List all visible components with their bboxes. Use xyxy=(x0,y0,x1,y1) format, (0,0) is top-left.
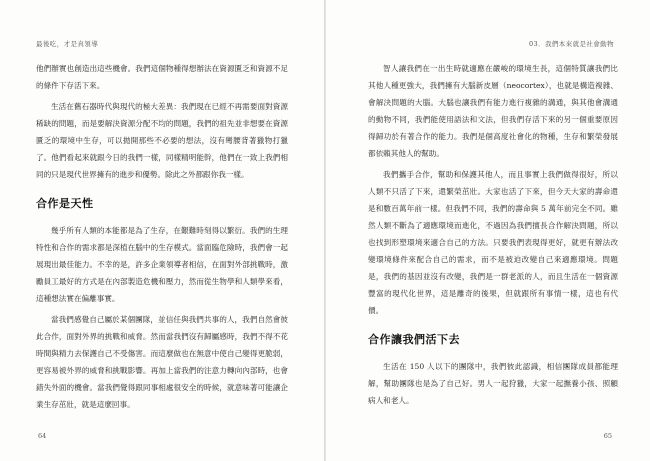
paragraph: 我們攜手合作，幫助和保護其他人，而且事實上我們做得很好，所以人類不只活了下來，還繁榮茁壯。大家也活了下來，但今天大家的壽命還是和數百萬年前一樣。但我們不同，我們的壽命與 5 萬年前完全不同。雖然人類不斷為了適應環境而進化，不過因為我們擅長合作解決問題，所以也找到形塑環境來適合自己的方法。只要我們表現得更好，就更有辦法改變環境條件來配合自己的需求，而不是被迫改變自己來適應環境。問題是，我們的基因並沒有改變，我們是一群老派的人，而且生活在一個資源豐富的現代化世界，這是離奇的後果，但就跟所有事情一樣，這也有代價。 xyxy=(368,170,618,315)
section-heading: 合作讓我們活下去 xyxy=(368,333,460,346)
paragraph: 他們辦實也創造出這些機會。我們這個物種得想辦法在資源匱乏和資源不足的條件下存活下來。 xyxy=(36,64,288,90)
page-number: 64 xyxy=(38,432,47,440)
right-body xyxy=(368,60,618,411)
section-heading: 合作是天性 xyxy=(36,197,94,210)
paragraph: 生活在舊石器時代與現代的極大差異：我們現在已經不再需要面對資源稀缺的問題，而是要解決資源分配不均的問題，我們的祖先並非想要在資源匱乏的環境中生存，可以拋開那些不必要的想法，沒有彎腰背著獵物打獵了。他們看起來就跟今日的我們一樣，同樣精明能幹，他們在一致上我們相同的只是現代世界擁有的進步和優勢。除此之外都跟你我一樣。 xyxy=(36,102,288,179)
page-number: 65 xyxy=(603,432,612,440)
left-body xyxy=(36,60,288,415)
paragraph: 智人讓我們在一出生時就適應在嚴峻的環境生長，這個特質讓我們比其他人種更強大，我們擁有大腦新皮層（neocortex），也就是構造複雜、會解決問題的大腦。大腦也讓我們有能力進行複雜的溝通，與其他會溝通的動物不同，我們能使用語法和文法，但我們存活下來的另一個重要原因得歸功於有著合作的能力。我們是個高度社會化的物種，生存和繁榮發展都依賴其他人的幫助。 xyxy=(368,64,618,158)
running-head: 最後吃，才是真領導 xyxy=(36,40,99,48)
paragraph: 生活在 150 人以下的團隊中，我們彼此認識，相信團隊成員都能理解，幫助團隊也是為了自己好。男人一起狩獵，大家一起撫養小孩、照顧病人和老人。 xyxy=(368,362,618,405)
right-page xyxy=(325,0,650,461)
running-head: 03．我們本來就是社會動物 xyxy=(529,40,614,48)
paragraph: 當我們感覺自己屬於某個團隊，並信任與我們共事的人，我們自然會彼此合作，面對外界的挑戰和威脅。然而當我們沒有歸屬感時，我們不得不花時間與精力去保護自己不受傷害。而這麼做也在無意中使自己變得更脆弱，更容易被外界的威脅和挑戰影響。再加上當我們的注意力轉向內部時，也會錯失外面的機會。當我們覺得跟同事相處很安全的時候，就意味著可能讓企業生存茁壯，就是這麼回事。 xyxy=(36,315,288,409)
paragraph: 幾乎所有人類的本能都是為了生存，在艱難時刻得以繁衍。我們的生理特性和合作的需求都是深植在腦中的生存模式。當面臨危險時，我們會一起展現出最佳能力。不幸的是，許多企業領導者相信，在面對外部挑戰時，激勵員工最好的方式是在內部製造危機和壓力，然而從生物學和人類學來看，這種想法實在偏離事實。 xyxy=(36,226,288,303)
